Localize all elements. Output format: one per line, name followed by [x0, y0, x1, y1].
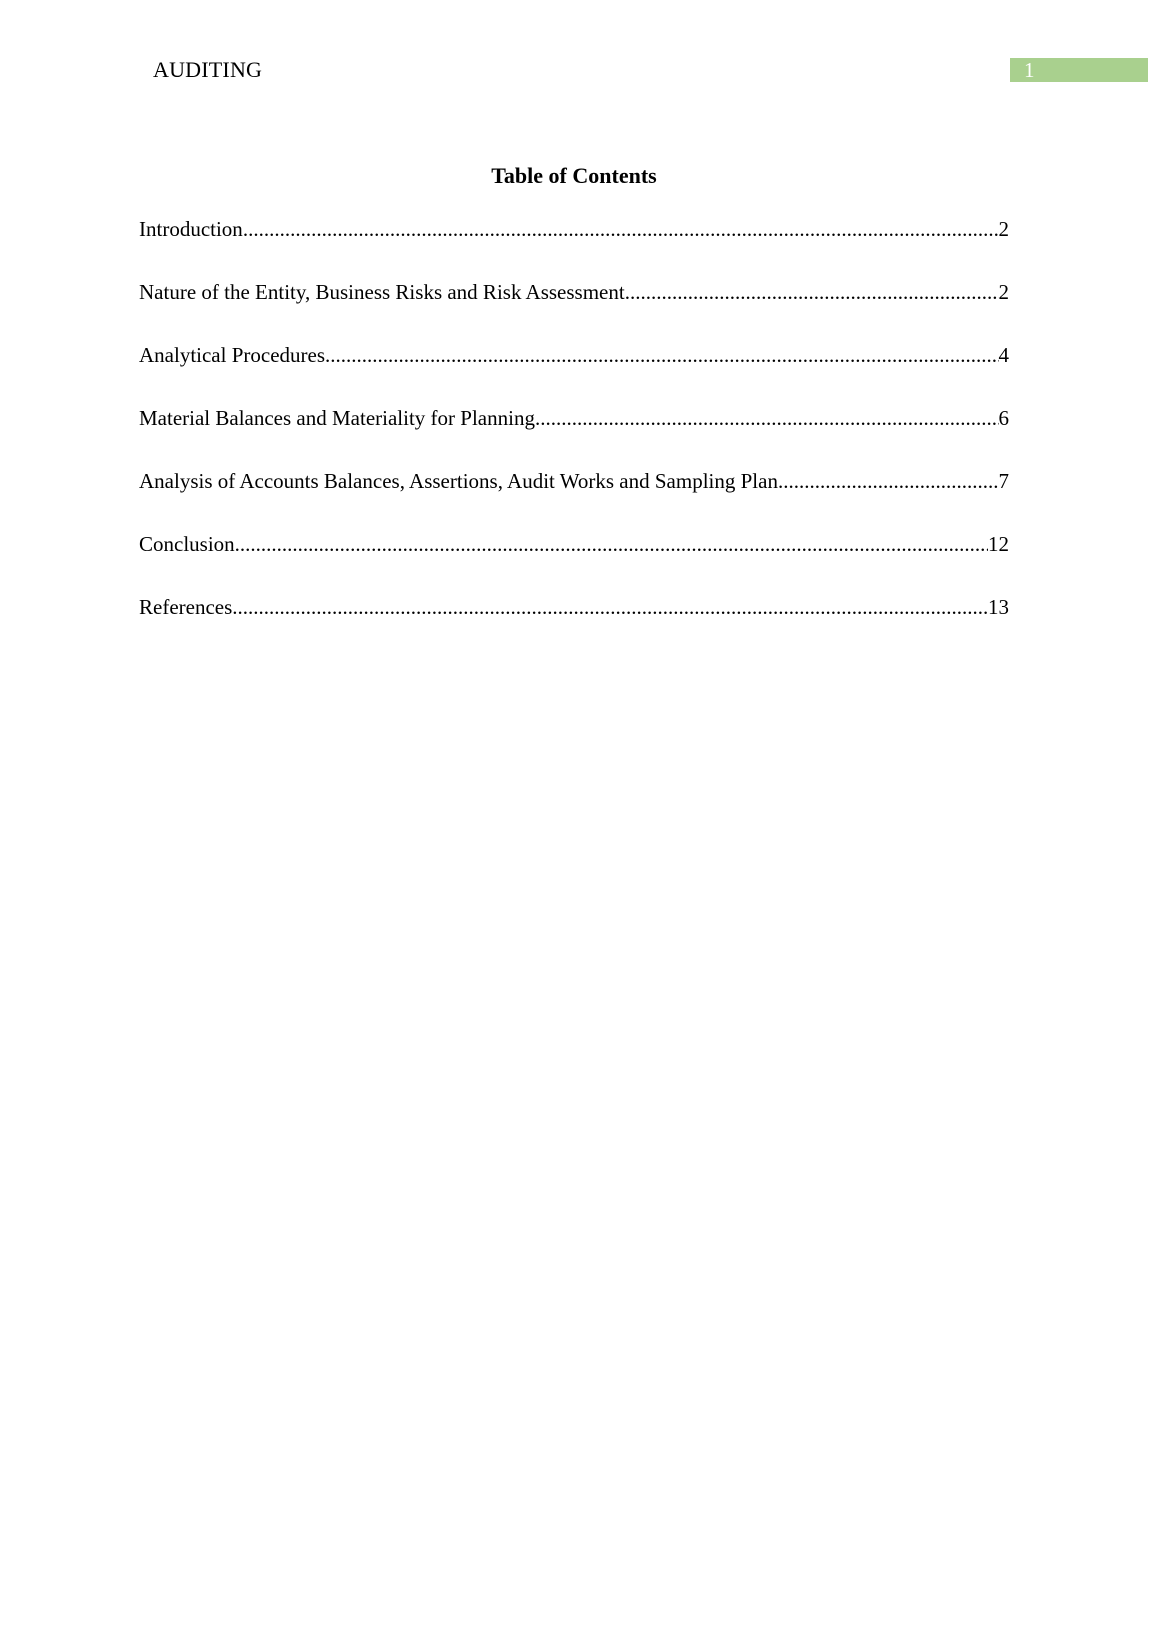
toc-dot-leader	[325, 340, 998, 370]
toc-entry-page: 2	[998, 217, 1009, 241]
toc-entry-analysis-of-accounts[interactable]	[139, 466, 1009, 529]
toc-entry-material-balances[interactable]	[139, 403, 1009, 466]
toc-entry-label: Analysis of Accounts Balances, Assertions, Audit Works and Sampling Plan	[139, 469, 778, 493]
toc-entry-references[interactable]	[139, 592, 1009, 655]
toc-dot-leader	[232, 592, 988, 622]
toc-entry-nature-of-entity[interactable]	[139, 277, 1009, 340]
page-number: 1	[1024, 58, 1035, 82]
toc-entry-label: Conclusion	[139, 532, 235, 556]
toc-dot-leader	[625, 277, 999, 307]
toc-entry-page: 12	[988, 532, 1009, 556]
toc-entry-label: Analytical Procedures	[139, 343, 326, 367]
toc-entry-conclusion[interactable]	[139, 529, 1009, 592]
toc-entry-introduction[interactable]	[139, 214, 1009, 277]
running-header-title: AUDITING	[153, 57, 263, 82]
toc-dot-leader	[243, 214, 999, 244]
toc-entry-page: 7	[998, 469, 1009, 493]
toc-entry-label: Nature of the Entity, Business Risks and Risk Assessment	[139, 280, 625, 304]
toc-entry-label: References	[139, 595, 233, 619]
toc-entry-page: 2	[998, 280, 1009, 304]
toc-dot-leader	[535, 403, 999, 433]
toc-heading: Table of Contents	[491, 163, 657, 188]
toc-entry-page: 6	[998, 406, 1009, 430]
table-of-contents	[139, 214, 1009, 655]
toc-entry-analytical-procedures[interactable]	[139, 340, 1009, 403]
page-number-badge	[1010, 58, 1148, 82]
toc-entry-label: Material Balances and Materiality for Planning	[139, 406, 535, 430]
toc-entry-page: 4	[998, 343, 1009, 367]
toc-dot-leader	[235, 529, 988, 559]
toc-dot-leader	[778, 466, 999, 496]
toc-entry-label: Introduction	[139, 217, 243, 241]
toc-entry-page: 13	[988, 595, 1009, 619]
